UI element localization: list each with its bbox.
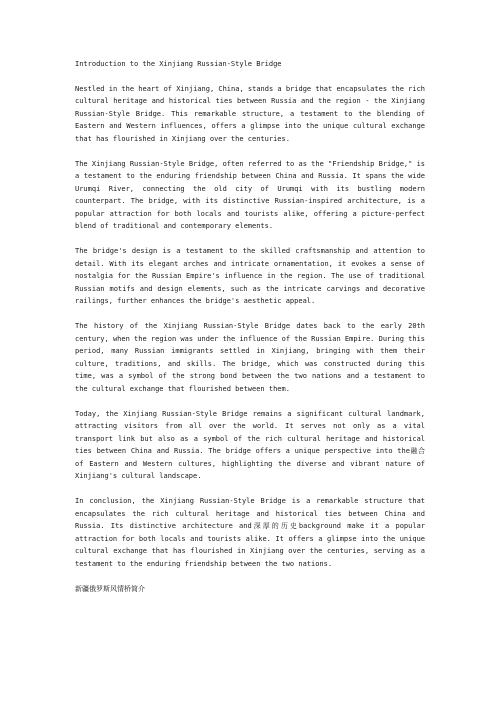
paragraph-introduction: Nestled in the heart of Xinjiang, China, stands a bridge that encapsulates the rich cultural heritage and historical ties between Russia and the region - the Xinjiang Russian-Style Bridge. This remarkable structure, a testament to the blending of Eastern and Western influences, offers a glimpse into the unique cultural exchange that has flourished in Xinjiang over the centuries. <box>75 84 425 143</box>
chinese-title: 新疆俄罗斯风情桥简介 <box>75 584 145 593</box>
paragraph-history: The history of the Xinjiang Russian-Style Bridge dates back to the early 20th century, when the region was under the influence of the Russian Empire. During this period, many Russian immigrants settled in Xinjiang, bringing with them their culture, traditions, and skills. The bridge, which was constructed during this time, was a symbol of the strong bond between the two nations and a testament to the cultural exchange that flourished between them. <box>75 322 425 393</box>
paragraph-friendship-bridge: The Xinjiang Russian-Style Bridge, often referred to as the "Friendship Bridge," is a testament to the enduring friendship between China and Russia. It spans the wide Urumqi River, connecting the old city of Urumqi with its bustling modern counterpart. The bridge, with its distinctive Russian-inspired architecture, is a popular attraction for both locals and tourists alike, offering a picture-perfect blend of traditional and contemporary elements. <box>75 159 425 230</box>
document-page <box>75 58 425 595</box>
paragraph-today: Today, the Xinjiang Russian-Style Bridge remains a significant cultural landmark, attracting visitors from all over the world. It serves not only as a vital transport link but also as a symbol of the rich cultural heritage and historical ties between China and Russia. The bridge offers a unique perspective into the融合of Eastern and Western cultures, highlighting the diverse and vibrant nature of Xinjiang's cultural landscape. <box>75 409 425 480</box>
paragraph-conclusion: In conclusion, the Xinjiang Russian-Style Bridge is a remarkable structure that encapsulates the rich cultural heritage and historical ties between China and Russia. Its distinctive architecture and深厚的历史background make it a popular attraction for both locals and tourists alike. It offers a glimpse into the unique cultural exchange that has flourished in Xinjiang over the centuries, serving as a testament to the enduring friendship between the two nations. <box>75 497 425 568</box>
document-title: Introduction to the Xinjiang Russian-Style Bridge <box>75 60 282 68</box>
paragraph-design: The bridge's design is a testament to the skilled craftsmanship and attention to detail. With its elegant arches and intricate ornamentation, it evokes a sense of nostalgia for the Russian Empire's influence in the region. The use of traditional Russian motifs and design elements, such as the intricate carvings and decorative railings, further enhances the bridge's aesthetic appeal. <box>75 247 425 305</box>
